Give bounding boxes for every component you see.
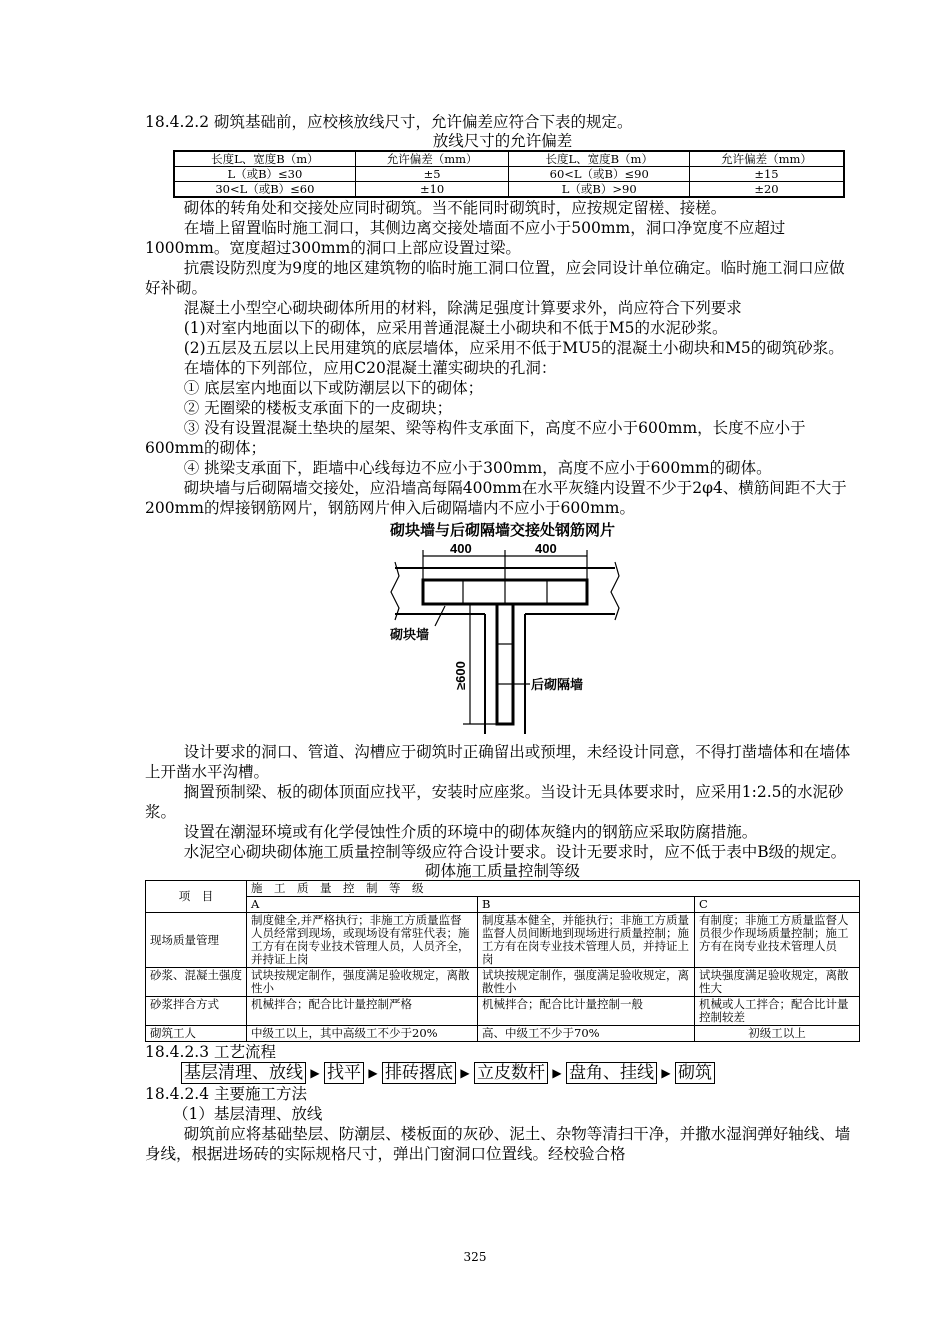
table-cell: 有制度；非施工方质量监督人员很少作现场质量控制；施工方有在岗专业技术管理人员	[695, 913, 860, 968]
flow-step: 排砖撂底	[382, 1062, 456, 1084]
label-block-wall: 砌块墙	[390, 627, 430, 642]
table-row	[146, 881, 860, 897]
subheading: （1）基层清理、放线	[173, 1105, 323, 1123]
table-cell: 现场质量管理	[146, 913, 247, 968]
flow-step: 砌筑	[675, 1062, 715, 1084]
table-cell: 机械拌合；配合比计量控制严格	[247, 997, 478, 1026]
arrow-right-icon: ▶	[368, 1066, 378, 1080]
table-cell: 试块按规定制作，强度满足验收规定，离散性小	[247, 968, 478, 997]
quality-level-table	[145, 880, 860, 1042]
table-row	[174, 167, 844, 182]
table-cell: 砂浆、混凝土强度	[146, 968, 247, 997]
arrow-right-icon: ▶	[310, 1066, 320, 1080]
table-cell: 机械或人工拌合；配合比计量控制较差	[695, 997, 860, 1026]
flow-step: 盘角、挂线	[566, 1062, 657, 1084]
table-cell: L（或B）>90	[509, 182, 689, 198]
paragraph: 设置在潮湿环境或有化学侵蚀性介质的环境中的砌体灰缝内的钢筋应采取防腐措施。	[183, 823, 758, 841]
table-cell: ±10	[355, 182, 509, 198]
figure-caption: 砌块墙与后砌隔墙交接处钢筋网片	[389, 521, 615, 539]
table-row	[174, 182, 844, 198]
dim-label-right: 400	[535, 542, 557, 556]
paragraph: 设计要求的洞口、管道、沟槽应于砌筑时正确留出或预埋，未经设计同意，不得打凿墙体和在墙体上开凿水平沟槽。	[145, 743, 851, 781]
table-row	[146, 968, 860, 997]
table-cell: 试块强度满足验收规定，离散性大	[695, 968, 860, 997]
list-item: ① 底层室内地面以下或防潮层以下的砌体；	[183, 379, 484, 397]
table-cell: ±15	[689, 167, 844, 182]
table-header: 长度L、宽度B（m）	[174, 151, 355, 167]
table-cell: ±5	[355, 167, 509, 182]
table-cell: 高、中级工不少于70%	[478, 1026, 695, 1042]
paragraph: 搁置预制梁、板的砌体顶面应找平，安装时应座浆。当设计无具体要求时，应采用1:2.5的水泥砂浆。	[145, 783, 844, 821]
paragraph: (2)五层及五层以上民用建筑的底层墙体，应采用不低于MU5的混凝土小砌块和M5的砌筑砂浆。	[183, 339, 844, 357]
dim-label-vertical: ≥600	[453, 661, 468, 690]
process-flow	[181, 1062, 860, 1084]
table-cell: 砂浆拌合方式	[146, 997, 247, 1026]
section-heading: 18.4.2.3 工艺流程	[145, 1043, 277, 1061]
table-cell: 30<L（或B）≤60	[174, 182, 355, 198]
table-cell: 试块按规定制作，强度满足验收规定，离散性小	[478, 968, 695, 997]
section-heading: 18.4.2.4 主要施工方法	[145, 1085, 308, 1103]
tolerance-table	[173, 150, 845, 198]
table1-caption: 放线尺寸的允许偏差	[432, 132, 573, 150]
arrow-right-icon: ▶	[661, 1066, 671, 1080]
flow-step: 基层清理、放线	[181, 1062, 306, 1084]
paragraph: 抗震设防烈度为9度的地区建筑物的临时施工洞口位置，应会同设计单位确定。临时施工洞口应做好补砌。	[145, 259, 845, 297]
table-cell: 制度基本健全，并能执行；非施工方质量监督人员间断地到现场进行质量控制；施工方有在岗专业技术管理人员，并持证上岗	[478, 913, 695, 968]
table-header: 项 目	[146, 881, 247, 913]
table-cell: 60<L（或B）≤90	[509, 167, 689, 182]
table-header: B	[478, 897, 695, 913]
paragraph: 水泥空心砌块砌体施工质量控制等级应符合设计要求。设计无要求时，应不低于表中B级的规定。	[183, 843, 847, 861]
table-cell: 砌筑工人	[146, 1026, 247, 1042]
paragraph: (1)对室内地面以下的砌体，应采用普通混凝土小砌块和不低于M5的水泥砂浆。	[183, 319, 728, 337]
paragraph: 混凝土小型空心砌块砌体所用的材料，除满足强度计算要求外，尚应符合下列要求	[183, 299, 742, 317]
paragraph: 在墙体的下列部位，应用C20混凝土灌实砌块的孔洞：	[183, 359, 557, 377]
flow-step: 立皮数杆	[474, 1062, 548, 1084]
mesh-diagram-svg	[145, 542, 860, 742]
paragraph: 砌块墙与后砌隔墙交接处，应沿墙高每隔400mm在水平灰缝内设置不少于2φ4、横筋间距不大于200mm的焊接钢筋网片，钢筋网片伸入后砌隔墙内不应小于600mm。	[145, 479, 847, 517]
list-item: ④ 挑梁支承面下，距墙中心线每边不应小于300mm，高度不应小于600mm的砌体。	[183, 459, 772, 477]
table-header: C	[695, 897, 860, 913]
section-heading: 18.4.2.2 砌筑基础前，应校核放线尺寸，允许偏差应符合下表的规定。	[145, 113, 633, 131]
mesh-diagram	[145, 542, 860, 742]
page-number: 325	[463, 1250, 487, 1264]
table-cell: 初级工以上	[695, 1026, 860, 1042]
arrow-right-icon: ▶	[460, 1066, 470, 1080]
table-header: 允许偏差（mm）	[689, 151, 844, 167]
paragraph: 砌筑前应将基础垫层、防潮层、楼板面的灰砂、泥土、杂物等清扫干净，并撒水湿润弹好轴线、墙身线，根据进场砖的实际规格尺寸，弹出门窗洞口位置线。经校验合格	[145, 1125, 851, 1163]
paragraph: 在墙上留置临时施工洞口，其侧边离交接处墙面不应小于500mm，洞口净宽度不应超过1000mm。宽度超过300mm的洞口上部应设置过梁。	[145, 219, 786, 257]
flow-step: 找平	[324, 1062, 364, 1084]
list-item: ③ 没有设置混凝土垫块的屋架、梁等构件支承面下，高度不应小于600mm，长度不应小于600mm的砌体；	[145, 419, 806, 457]
page-content	[145, 112, 860, 1164]
table-cell: ±20	[689, 182, 844, 198]
dim-label-left: 400	[450, 542, 472, 556]
paragraph: 砌体的转角处和交接处应同时砌筑。当不能同时砌筑时，应按规定留槎、接槎。	[183, 199, 727, 217]
table-header: 长度L、宽度B（m）	[509, 151, 689, 167]
table2-caption: 砌体施工质量控制等级	[424, 862, 580, 880]
table-header: 允许偏差（mm）	[355, 151, 509, 167]
table-header: A	[247, 897, 478, 913]
table-cell: 机械拌合；配合比计量控制一般	[478, 997, 695, 1026]
table-cell: 中级工以上，其中高级工不少于20%	[247, 1026, 478, 1042]
table-row	[146, 897, 860, 913]
list-item: ② 无圈梁的楼板支承面下的一皮砌块；	[183, 399, 453, 417]
table-cell: L（或B）≤30	[174, 167, 355, 182]
table-row	[174, 151, 844, 167]
table-cell: 制度健全,并严格执行；非施工方质量监督人员经常到现场，或现场设有常驻代表；施工方有在岗专业技术管理人员，人员齐全，并持证上岗	[247, 913, 478, 968]
table-row	[146, 913, 860, 968]
label-partition: 后砌隔墙	[531, 677, 584, 692]
table-row	[146, 997, 860, 1026]
table-row	[146, 1026, 860, 1042]
arrow-right-icon: ▶	[552, 1066, 562, 1080]
table-header: 施 工 质 量 控 制 等 级	[247, 881, 860, 897]
